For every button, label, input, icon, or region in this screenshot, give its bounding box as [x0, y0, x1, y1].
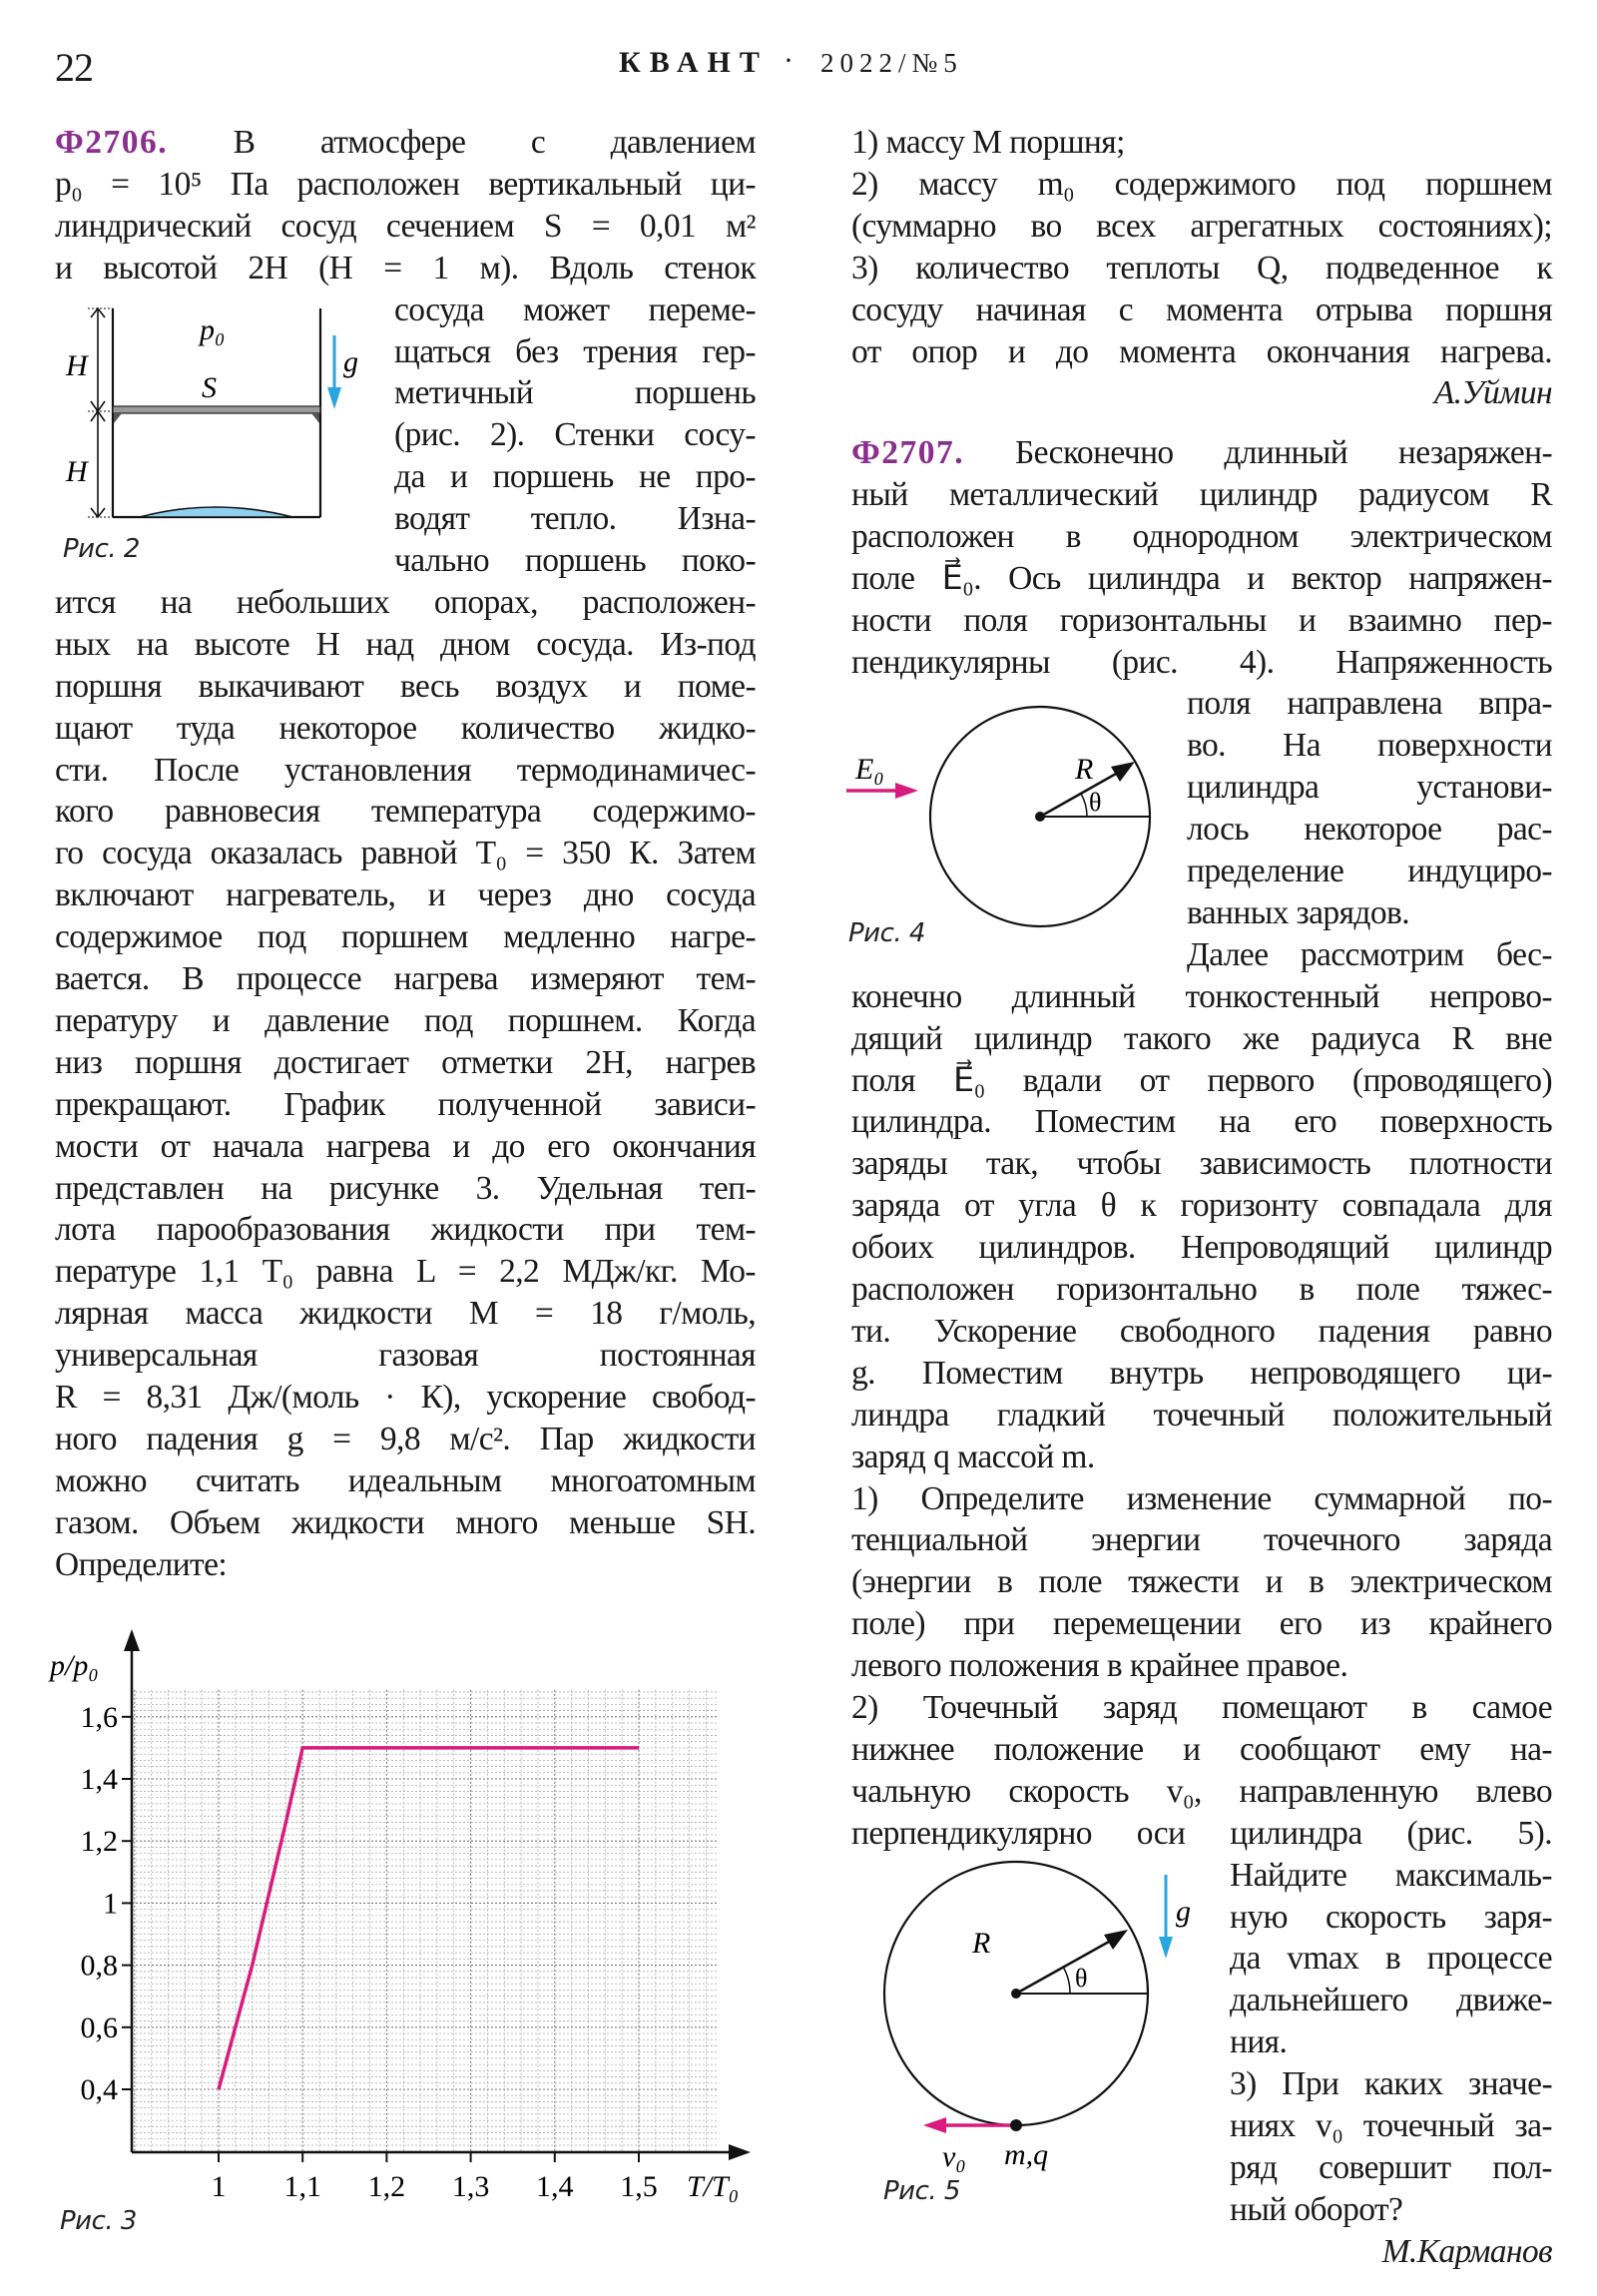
- text-line: Найдите максималь-: [1230, 1856, 1552, 1894]
- angle-arc: [1063, 1967, 1070, 1994]
- text-line: обоих цилиндров. Непроводящий цилиндр: [851, 1229, 1552, 1267]
- text-line: поля E⃗₀ вдали от первого (проводящего): [851, 1061, 1552, 1099]
- text-line: ный металлический цилиндр радиусом R: [851, 475, 1552, 513]
- text-line: поля направлена впра-: [1187, 685, 1552, 723]
- angle-arc: [1081, 794, 1087, 817]
- page-number: 22: [55, 45, 93, 90]
- question-line: сосуду начиная с момента отрыва поршня: [851, 290, 1552, 328]
- text-line: во. На поверхности: [1187, 727, 1552, 765]
- text-line: левого положения в крайнее правое.: [851, 1647, 1348, 1685]
- x-axis-label: T/T₀: [687, 2170, 740, 2203]
- text-line: перпендикулярно оси цилиндра (рис. 5).: [851, 1814, 1552, 1852]
- x-tick-label: 1,1: [283, 2170, 321, 2203]
- y-tick-label: 1,6: [80, 1700, 118, 1734]
- text-line: ряд совершит пол-: [1230, 2148, 1552, 2186]
- label-g: g: [343, 345, 358, 378]
- question-line: от опор и до момента окончания нагрева.: [851, 332, 1552, 370]
- text-line-content: В атмосфере с давлением: [233, 124, 756, 161]
- label-H-top: H: [66, 349, 88, 382]
- x-tick-label: 1,3: [451, 2170, 490, 2203]
- header-separator: ·: [784, 44, 794, 77]
- text-line: универсальная газовая постоянная: [55, 1337, 756, 1375]
- text-line: пературу и давление под поршнем. Когда: [55, 1001, 756, 1039]
- figure-5-nonconducting-cylinder: [838, 1847, 1198, 2176]
- author-karmanov: М.Карманов: [1381, 2232, 1552, 2270]
- y-axis-label: p/p₀: [50, 1649, 99, 1682]
- text-line: низ поршня достигает отметки 2H, нагрев: [55, 1043, 756, 1081]
- text-line: нижнее положение и сообщают ему на-: [851, 1730, 1552, 1768]
- text-line: расположен горизонтально в поле тяжес-: [851, 1271, 1552, 1308]
- text-line: ти. Ускорение свободного падения равно: [851, 1312, 1552, 1350]
- text-line: поле E⃗₀. Ось цилиндра и вектор напряжен-: [851, 559, 1552, 597]
- radius-arrow-icon: [1104, 1930, 1128, 1950]
- support-left: [114, 413, 122, 423]
- y-tick-label: 0,8: [80, 1949, 118, 1983]
- figure-3-caption: Рис. 3: [60, 2206, 137, 2236]
- text-line: заряд q массой m.: [851, 1437, 1095, 1475]
- text-line: (энергии в поле тяжести и в электрическом: [851, 1563, 1552, 1601]
- text-line: поршня выкачивают весь воздух и поме-: [55, 667, 756, 705]
- text-line: p₀ = 10⁵ Па расположен вертикальный ци-: [55, 165, 756, 203]
- text-line: пендикулярны (рис. 4). Напряженность: [851, 643, 1552, 681]
- text-line: го сосуда оказалась равной T₀ = 350 К. Затем: [55, 835, 756, 872]
- label-p0: p₀: [200, 313, 226, 346]
- text-line: пературе 1,1 T₀ равна L = 2,2 МДж/кг. Мо-: [55, 1253, 756, 1291]
- figure-2-vessel-diagram: [50, 289, 369, 529]
- problem-number: Ф2706.: [55, 124, 169, 161]
- text-line: щаться без трения гер-: [394, 332, 756, 370]
- y-axis-arrow-icon: [124, 1629, 140, 1651]
- chart-ticks: [81, 1701, 658, 2203]
- point-charge: [1010, 2119, 1022, 2131]
- text-line: линдрический сосуд сечением S = 0,01 м²: [55, 207, 756, 245]
- text-line: [55, 122, 756, 164]
- liquid-drop: [140, 507, 292, 517]
- text-line: дальнейшего движе-: [1230, 1982, 1552, 2019]
- label-theta: θ: [1075, 1964, 1088, 1993]
- text-line: да и поршень не про-: [394, 458, 756, 496]
- figure-4-caption: Рис. 4: [848, 918, 925, 948]
- text-line: лось некоторое рас-: [1187, 811, 1552, 849]
- text-line: ного падения g = 9,8 м/с². Пар жидкости: [55, 1420, 756, 1457]
- text-line: вается. В процессе нагрева измеряют тем-: [55, 960, 756, 997]
- text-line: прекращают. График полученной зависи-: [55, 1085, 756, 1123]
- text-line: сти. После установления термодинамичес-: [55, 751, 756, 789]
- text-line: метичный поршень: [394, 374, 756, 412]
- text-line: мости от начала нагрева и до его окончания: [55, 1127, 756, 1165]
- question-line: (суммарно во всех агрегатных состояниях);: [851, 207, 1552, 245]
- text-line: щают туда некоторое количество жидко-: [55, 709, 756, 747]
- text-line: R = 8,31 Дж/(моль · К), ускорение свобод-: [55, 1379, 756, 1416]
- text-line: цилиндра установи-: [1187, 769, 1552, 807]
- gravity-arrow-icon: [1159, 1875, 1173, 1959]
- y-tick-label: 0,6: [80, 2010, 118, 2044]
- text-line: ния.: [1230, 2023, 1288, 2061]
- text-line: ится на небольших опорах, расположен-: [55, 583, 756, 621]
- label-v0: v₀: [942, 2140, 966, 2173]
- text-line: лярная масса жидкости M = 18 г/моль,: [55, 1295, 756, 1333]
- text-line: ниях v₀ точечный за-: [1230, 2107, 1552, 2144]
- text-line: линдра гладкий точечный положительный: [851, 1396, 1552, 1434]
- y-tick-label: 1: [103, 1887, 118, 1921]
- support-right: [311, 413, 319, 423]
- x-axis-arrow-icon: [729, 2144, 751, 2160]
- text-line: тенциальной энергии точечного заряда: [851, 1521, 1552, 1559]
- y-tick-label: 0,4: [80, 2073, 118, 2106]
- gravity-arrow-icon: [327, 335, 341, 409]
- text-line: 1) Определите изменение суммарной по-: [851, 1479, 1552, 1517]
- question-line: 3) количество теплоты Q, подведенное к: [851, 249, 1552, 287]
- text-line: ности поля горизонтальны и взаимно пер-: [851, 601, 1552, 639]
- text-line: ванных зарядов.: [1187, 893, 1409, 931]
- label-theta: θ: [1089, 788, 1102, 817]
- text-line: заряда от угла θ к горизонту совпадала для: [851, 1187, 1552, 1225]
- chart-curve: [219, 1748, 639, 2089]
- text-line: ный оборот?: [1230, 2190, 1403, 2228]
- text-line: дящий цилиндр такого же радиуса R вне: [851, 1019, 1552, 1057]
- label-R: R: [1075, 753, 1094, 786]
- question-line: 2) массу m₀ содержимого под поршнем: [851, 165, 1552, 203]
- text-line: представлен на рисунке 3. Удельная теп-: [55, 1169, 756, 1207]
- question-line: 1) массу M поршня;: [851, 124, 1125, 161]
- label-H-bottom: H: [66, 455, 88, 488]
- figure-2-caption: Рис. 2: [63, 534, 140, 564]
- text-line: чальную скорость v₀, направленную влево: [851, 1772, 1552, 1810]
- figure-4-conducting-cylinder: [843, 699, 1163, 938]
- text-line: можно считать идеальным многоатомным: [55, 1461, 756, 1499]
- piston: [113, 406, 320, 413]
- y-tick-label: 1,4: [80, 1763, 118, 1796]
- text-line: лота парообразования жидкости при тем-: [55, 1211, 756, 1249]
- text-line: включают нагреватель, и через дно сосуда: [55, 876, 756, 914]
- text-line: сосуда может переме-: [394, 290, 756, 328]
- label-g: g: [1176, 1895, 1191, 1928]
- text-line: ных на высоте H над дном сосуда. Из-под: [55, 625, 756, 663]
- text-line: поле) при перемещении его из крайнего: [851, 1605, 1552, 1643]
- label-E0: E₀: [855, 753, 884, 786]
- text-line: газом. Объем жидкости много меньше SH.: [55, 1503, 756, 1541]
- text-line: Далее рассмотрим бес-: [1187, 935, 1552, 973]
- text-line: заряды так, чтобы зависимость плотности: [851, 1145, 1552, 1183]
- text-line: содержимое под поршнем медленно нагре-: [55, 918, 756, 956]
- author-uimin: А.Уймин: [1433, 374, 1552, 412]
- figure-5-caption: Рис. 5: [883, 2176, 960, 2206]
- issue-number: 2022/№5: [820, 48, 963, 78]
- text-line: конечно длинный тонкостенный непрово-: [851, 977, 1552, 1015]
- dimension-arrows: [91, 308, 105, 517]
- text-line: водят тепло. Изна-: [394, 500, 756, 538]
- label-mq: m,q: [1004, 2138, 1049, 2171]
- text-line: ную скорость заря-: [1230, 1898, 1552, 1936]
- dotted-guides: [88, 308, 113, 517]
- text-line: кого равновесия температура содержимо-: [55, 793, 756, 831]
- label-R: R: [972, 1927, 991, 1960]
- text-line: 2) Точечный заряд помещают в самое: [851, 1689, 1552, 1726]
- x-tick-label: 1: [211, 2170, 227, 2203]
- journal-title: КВАНТ: [619, 46, 769, 79]
- text-line: чально поршень поко-: [394, 542, 756, 579]
- label-S: S: [202, 371, 217, 404]
- velocity-arrow-icon: [923, 2117, 1010, 2133]
- figure-3-pressure-temperature-chart: [40, 1627, 759, 2206]
- text-line: 3) При каких значе-: [1230, 2065, 1552, 2103]
- text-line-content: Бесконечно длинный незаряжен-: [1014, 434, 1553, 471]
- problem-number: Ф2707.: [851, 434, 965, 471]
- radius-arrow-icon: [1111, 762, 1135, 782]
- text-line: расположен в однородном электрическом: [851, 517, 1552, 555]
- x-tick-label: 1,5: [620, 2170, 658, 2203]
- y-tick-label: 1,2: [80, 1825, 118, 1859]
- text-line: цилиндра. Поместим на его поверхность: [851, 1103, 1552, 1141]
- x-tick-label: 1,2: [367, 2170, 406, 2203]
- text-line: g. Поместим внутрь непроводящего ци-: [851, 1354, 1552, 1392]
- text-line: и высотой 2H (H = 1 м). Вдоль стенок: [55, 249, 756, 287]
- text-line: (рис. 2). Стенки сосу-: [394, 416, 756, 454]
- x-tick-label: 1,4: [536, 2170, 574, 2203]
- text-line: Определите:: [55, 1545, 228, 1583]
- text-line: [851, 432, 1552, 474]
- text-line: да vmax в процессе: [1230, 1940, 1552, 1978]
- text-line: пределение индуциро-: [1187, 853, 1552, 889]
